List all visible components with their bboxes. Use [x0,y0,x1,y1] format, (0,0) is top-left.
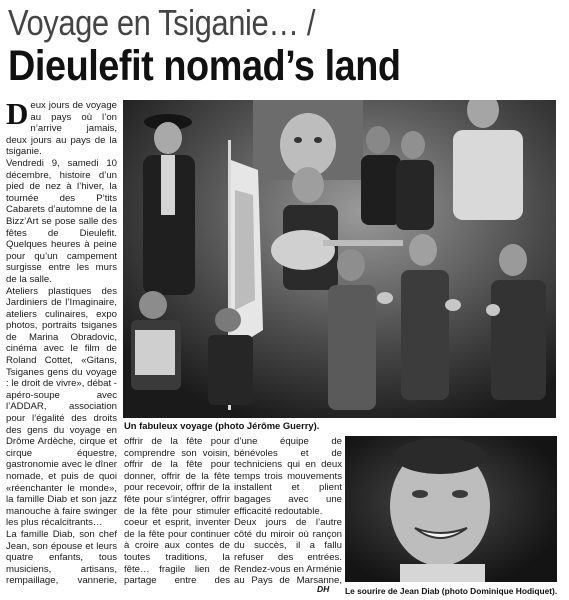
body-paragraph: Ateliers plastiques des Jardiniers de l’Imaginaire, ateliers culinaires, expo photos, portraits tsiganes de Marina Obradovic, cinéma avec le film de Roland Cottet, «Gitans, Tsiganes gens du voyage : le droit de vivre», débat - apéro-soupe avec l’ADDAR, association pour l’égalité des droits des gens du voyage en Drôme Ardèche, cirque et cirque équestre, gastronomie avec le dîner nomade, et puis de quoi «réenchanter le monde», la famille Diab et son jazz manouche à faire swinger les plus récalcitrants… [6,285,117,529]
body-paragraph: Vendredi 9, samedi 10 décembre, histoire d’un pied de nez à l’hiver, la tournée des P’tits Cabarets d’automne de la Bizz’Art se pose salle des fêtes de Dieulefit. Quelques heures à peine pour qu’un campement surgisse entre les murs de la salle. [6,157,117,285]
main-photo-caption: Un fabuleux voyage (photo Jérôme Guerry). [124,420,320,431]
body-paragraph: Deux jours de l’autre côté du miroir où rançon du succès, il a fallu refuser des entrées. Rendez-vous en Arménie au Pays de Marsanne, [234,517,342,587]
article-kicker: Voyage en Tsiganie… / [8,2,316,43]
main-photo [123,100,556,418]
article-column-2 [124,436,230,588]
drop-cap: D [6,100,29,131]
article-column-1 [6,100,117,588]
article-headline: Dieulefit nomad’s land [8,42,401,90]
portrait-caption: Le sourire de Jean Diab (photo Dominique Hodiquet). [345,586,558,596]
body-paragraph: d’une équipe de bénévoles et de techniciens qui en deux temps trois mouvements installent et plient bagages avec une efficacité redoutable. [234,436,342,517]
body-paragraph: La famille Diab, son chef Jean, son épouse et leurs quatre enfants, tous musiciens, artisans, rempaillage, vannerie, [6,528,117,587]
article-column-3 [234,436,342,588]
lead-paragraph: Deux jours de voyage au pays où l’on n’arrive jamais, deux jours au pays de la tsiganie. [6,100,117,158]
portrait-photo [345,436,557,582]
body-paragraph: offrir de la fête pour comprendre son voisin, offrir de la fête pour donner, offrir de la fête pour recevoir, offrir de la fête pour s’intégrer, offrir de la fête pour stimuler coeur et esprit, inventer de la fête pour continuer à croire aux contes de toutes traditions, la fête… fragile lien de partage entre des [124,436,230,587]
photo-smiling-man [345,436,557,582]
author-initials: DH [317,584,330,594]
photo-festival-scene [123,100,556,418]
